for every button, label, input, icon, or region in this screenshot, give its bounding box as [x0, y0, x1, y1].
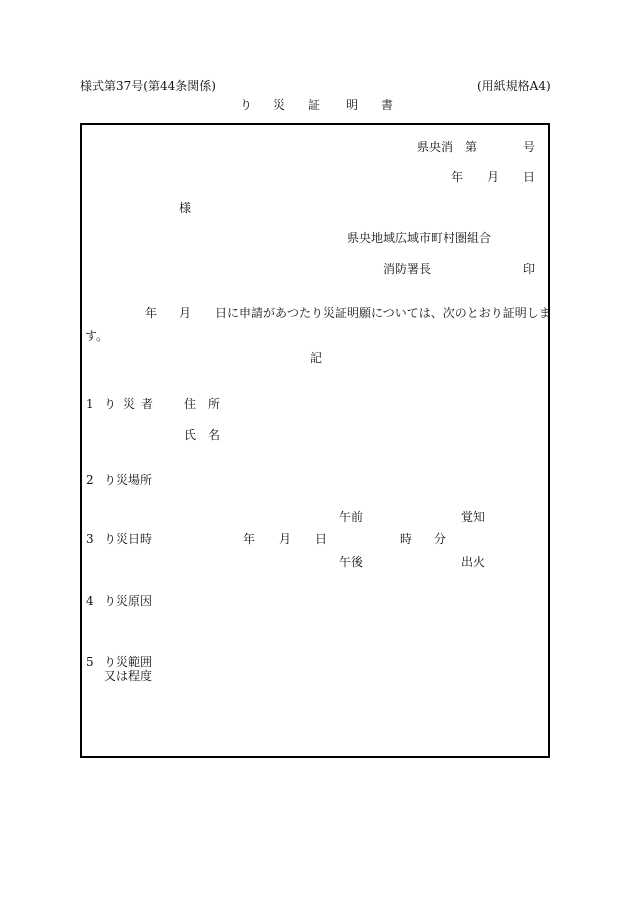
item5-label-line2: 又は程度: [104, 669, 153, 683]
item3-number: 3: [86, 532, 94, 546]
item3-discovered: 覚知: [461, 510, 486, 524]
issue-date-day: 日: [523, 170, 536, 184]
ki-heading: 記: [310, 351, 323, 365]
issuer-title: 消防署長: [383, 262, 432, 276]
item5-number: 5: [86, 655, 94, 669]
item3-day: 日: [315, 532, 328, 546]
body-text-line1: 日に申請があつたり災証明願については、次のとおり証明しま: [215, 306, 551, 320]
document-number-suffix: 号: [523, 140, 536, 154]
issuer-organization: 県央地域広域市町村圏組合: [347, 231, 492, 245]
item1-label-char: 者: [141, 397, 154, 411]
issue-date-year: 年: [451, 170, 464, 184]
item5-label-line1: り災範囲: [104, 655, 153, 669]
item1-number: 1: [86, 397, 94, 411]
title-char: 明: [346, 98, 359, 112]
title-char: 書: [381, 98, 394, 112]
item3-hour: 時: [400, 532, 413, 546]
item2-label: り災場所: [104, 473, 153, 487]
paper-size-note: (用紙規格A4): [477, 79, 551, 93]
document-number-prefix: 県央消 第: [417, 140, 478, 154]
seal-mark: 印: [523, 262, 536, 276]
title-char: 証: [308, 98, 321, 112]
title-char: り: [240, 98, 253, 112]
item3-label: り災日時: [104, 532, 153, 546]
name-label-char: 名: [208, 428, 221, 442]
body-text-line2: す。: [85, 329, 109, 343]
address-label-char: 住: [184, 397, 197, 411]
item3-month: 月: [279, 532, 292, 546]
body-month: 月: [179, 306, 192, 320]
item2-number: 2: [86, 473, 94, 487]
item3-am: 午前: [339, 510, 364, 524]
item4-label: り災原因: [104, 594, 153, 608]
title-char: 災: [273, 98, 286, 112]
item3-fire-started: 出火: [461, 555, 486, 569]
item1-label-char: 災: [123, 397, 136, 411]
form-number: 様式第37号(第44条関係): [80, 79, 216, 93]
item4-number: 4: [86, 594, 94, 608]
issue-date-month: 月: [487, 170, 500, 184]
body-year: 年: [145, 306, 158, 320]
addressee-suffix: 様: [179, 201, 192, 215]
item1-label-char: り: [104, 397, 117, 411]
item3-year: 年: [243, 532, 256, 546]
item3-minute: 分: [434, 532, 447, 546]
item3-pm: 午後: [339, 555, 364, 569]
address-label-char: 所: [208, 397, 221, 411]
name-label-char: 氏: [184, 428, 197, 442]
